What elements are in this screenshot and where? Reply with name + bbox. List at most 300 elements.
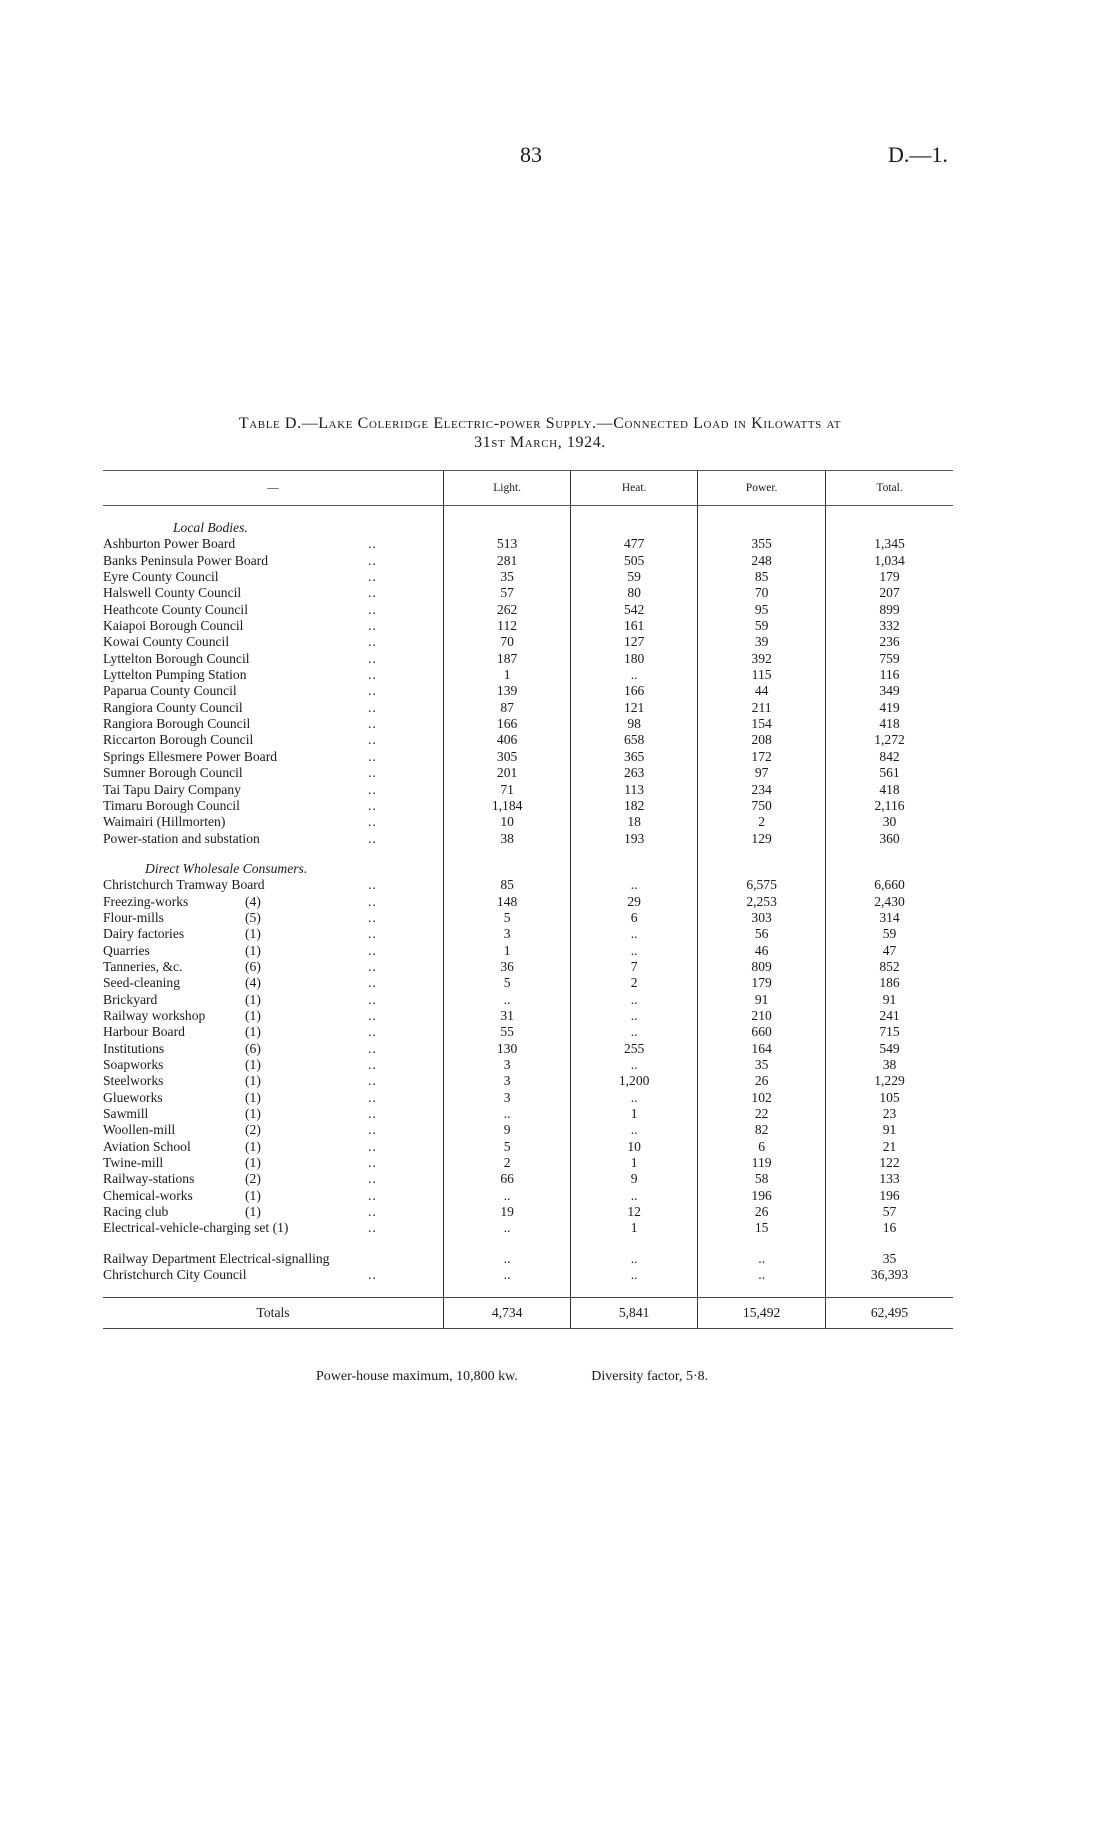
cell-power: 208 [698, 732, 826, 748]
leader-dots: .. [368, 716, 377, 732]
cell-light: 3 [444, 1057, 571, 1073]
cell-light: 10 [444, 814, 571, 830]
table-row [103, 1122, 953, 1138]
cell-power: 2 [698, 814, 826, 830]
row-count: (1) [245, 1187, 261, 1203]
table-row [103, 1139, 953, 1155]
table-row [103, 831, 953, 847]
leader-dots: .. [368, 1073, 377, 1089]
row-name: Eyre County Council [103, 569, 219, 585]
row-label [103, 910, 444, 926]
table-row [103, 814, 953, 830]
leader-dots: .. [368, 975, 377, 991]
table-row [103, 1171, 953, 1187]
row-label [103, 1057, 444, 1073]
cell-power: 97 [698, 765, 826, 781]
cell-power: 102 [698, 1090, 826, 1106]
row-label [103, 749, 444, 765]
cell-light: 36 [444, 959, 571, 975]
row-name: Springs Ellesmere Power Board [103, 748, 278, 764]
cell-total: 2,430 [826, 894, 953, 910]
cell-heat: 1 [571, 1155, 698, 1171]
table-row [103, 618, 953, 634]
cell-light: 35 [444, 569, 571, 585]
table-row [103, 667, 953, 683]
row-name: Christchurch Tramway Board [103, 877, 265, 893]
cell-light: 2 [444, 1155, 571, 1171]
cell-power: 22 [698, 1106, 826, 1122]
cell-total: 59 [826, 926, 953, 942]
leader-dots: .. [368, 634, 377, 650]
row-name: Banks Peninsula Power Board [103, 552, 268, 568]
row-label [103, 1008, 444, 1024]
row-name: Rangiora County Council [103, 699, 243, 715]
table-row [103, 553, 953, 569]
row-name: Electrical-vehicle-charging set (1) [103, 1220, 289, 1236]
table-title-line1: Table D.—Lake Coleridge Electric-power Supply.—Connected Load in Kilowatts at [238, 415, 842, 432]
cell-power: 115 [698, 667, 826, 683]
cell-total: 196 [826, 1188, 953, 1204]
row-label [103, 1251, 444, 1267]
cell-heat: 263 [571, 765, 698, 781]
cell-total: 1,034 [826, 553, 953, 569]
cell-heat: 121 [571, 700, 698, 716]
leader-dots: .. [368, 618, 377, 634]
row-label [103, 975, 444, 991]
section-heading-local [103, 520, 953, 536]
row-label [103, 1073, 444, 1089]
cell-total: 759 [826, 651, 953, 667]
row-name: Sumner Borough Council [103, 765, 243, 781]
row-label [103, 700, 444, 716]
leader-dots: .. [368, 650, 377, 666]
table-row [103, 765, 953, 781]
cell-light: 31 [444, 1008, 571, 1024]
cell-total: 241 [826, 1008, 953, 1024]
row-name: Rangiora Borough Council [103, 716, 251, 732]
row-label [103, 1171, 444, 1187]
row-count: (1) [245, 1057, 261, 1072]
cell-total: 852 [826, 959, 953, 975]
row-count: (2) [245, 1171, 261, 1187]
row-label [103, 992, 444, 1008]
cell-total: 314 [826, 910, 953, 926]
cell-heat: .. [571, 943, 698, 959]
row-label [103, 782, 444, 798]
row-name: Brickyard [103, 991, 158, 1007]
table-row [103, 943, 953, 959]
row-label [103, 1024, 444, 1040]
row-label [103, 814, 444, 830]
cell-heat: .. [571, 1024, 698, 1040]
cell-total: 207 [826, 585, 953, 601]
row-count: (1) [245, 1024, 261, 1040]
cell-total: 91 [826, 1122, 953, 1138]
cell-light: 9 [444, 1122, 571, 1138]
cell-total: 36,393 [826, 1267, 953, 1283]
cell-total: 715 [826, 1024, 953, 1040]
cell-total: 842 [826, 749, 953, 765]
row-label [103, 536, 444, 552]
cell-total: 561 [826, 765, 953, 781]
leader-dots: .. [368, 585, 377, 601]
totals-heat: 5,841 [571, 1298, 698, 1329]
row-name: Railway-stations [103, 1171, 195, 1187]
cell-light: 85 [444, 877, 571, 893]
cell-total: 349 [826, 683, 953, 699]
cell-heat: 7 [571, 959, 698, 975]
cell-heat: 542 [571, 602, 698, 618]
cell-heat: 255 [571, 1041, 698, 1057]
table-row [103, 651, 953, 667]
cell-heat: 10 [571, 1139, 698, 1155]
row-label [103, 585, 444, 601]
table-footer [316, 1369, 708, 1385]
row-name: Heathcote County Council [103, 601, 248, 617]
row-label [103, 1155, 444, 1171]
row-count: (1) [245, 1007, 261, 1023]
leader-dots: .. [368, 1204, 377, 1220]
cell-power: 2,253 [698, 894, 826, 910]
cell-light: 66 [444, 1171, 571, 1187]
row-label [103, 1204, 444, 1220]
section-heading-direct [103, 861, 953, 877]
row-name: Timaru Borough Council [103, 797, 240, 813]
cell-heat: .. [571, 1267, 698, 1283]
totals-total: 62,495 [826, 1298, 953, 1329]
row-name: Railway Department Electrical-signalling [103, 1250, 330, 1266]
row-name: Dairy factories [103, 926, 185, 942]
cell-heat: 1 [571, 1220, 698, 1236]
table-row [103, 910, 953, 926]
cell-light: .. [444, 1267, 571, 1283]
cell-light: 3 [444, 1090, 571, 1106]
cell-heat: 9 [571, 1171, 698, 1187]
cell-heat: .. [571, 1122, 698, 1138]
page-number: 83 [520, 142, 542, 167]
leader-dots: .. [368, 1040, 377, 1056]
leader-dots: .. [368, 909, 377, 925]
leader-dots: .. [368, 1267, 377, 1283]
row-name: Riccarton Borough Council [103, 732, 254, 748]
row-name: Steelworks [103, 1073, 164, 1089]
cell-heat: 113 [571, 782, 698, 798]
cell-power: 129 [698, 831, 826, 847]
cell-light: 130 [444, 1041, 571, 1057]
row-count: (1) [245, 1204, 261, 1220]
row-name: Aviation School [103, 1138, 191, 1154]
leader-dots: .. [368, 814, 377, 830]
cell-heat: .. [571, 1188, 698, 1204]
section-title: Direct Wholesale Consumers. [145, 860, 308, 876]
cell-total: 1,229 [826, 1073, 953, 1089]
row-name: Quarries [103, 942, 150, 958]
cell-light: 71 [444, 782, 571, 798]
cell-total: 6,660 [826, 877, 953, 893]
table-header-row [103, 471, 953, 506]
table-row [103, 959, 953, 975]
row-label [103, 618, 444, 634]
row-name: Lyttelton Pumping Station [103, 667, 247, 683]
cell-total: 418 [826, 716, 953, 732]
row-label [103, 683, 444, 699]
cell-total: 2,116 [826, 798, 953, 814]
cell-total: 38 [826, 1057, 953, 1073]
cell-heat: 182 [571, 798, 698, 814]
cell-heat: 1,200 [571, 1073, 698, 1089]
row-name: Racing club [103, 1204, 169, 1220]
row-count: (1) [245, 1138, 261, 1154]
cell-power: 660 [698, 1024, 826, 1040]
cell-light: 3 [444, 926, 571, 942]
totals-power: 15,492 [698, 1298, 826, 1329]
cell-heat: 6 [571, 910, 698, 926]
cell-heat: 180 [571, 651, 698, 667]
cell-power: 44 [698, 683, 826, 699]
row-name: Institutions [103, 1040, 165, 1056]
cell-total: 122 [826, 1155, 953, 1171]
row-count: (1) [245, 1073, 261, 1089]
row-name: Freezing-works [103, 893, 189, 909]
table-row [103, 992, 953, 1008]
table-row [103, 569, 953, 585]
cell-light: 406 [444, 732, 571, 748]
table-row [103, 1251, 953, 1267]
cell-power: 95 [698, 602, 826, 618]
row-name: Seed-cleaning [103, 975, 180, 991]
cell-total: 21 [826, 1139, 953, 1155]
row-label [103, 569, 444, 585]
cell-light: 1 [444, 943, 571, 959]
cell-total: 360 [826, 831, 953, 847]
cell-heat: 658 [571, 732, 698, 748]
cell-light: .. [444, 1251, 571, 1267]
leader-dots: .. [368, 958, 377, 974]
cell-power: 26 [698, 1204, 826, 1220]
table-row [103, 749, 953, 765]
row-label [103, 926, 444, 942]
leader-dots: .. [368, 1138, 377, 1154]
cell-total: 236 [826, 634, 953, 650]
cell-light: 5 [444, 975, 571, 991]
cell-total: 16 [826, 1220, 953, 1236]
cell-heat: 29 [571, 894, 698, 910]
row-label [103, 877, 444, 893]
leader-dots: .. [368, 1187, 377, 1203]
row-label [103, 1106, 444, 1122]
table-row [103, 894, 953, 910]
cell-power: 211 [698, 700, 826, 716]
leader-dots: .. [368, 1155, 377, 1171]
cell-total: 332 [826, 618, 953, 634]
table-row [103, 798, 953, 814]
cell-total: 35 [826, 1251, 953, 1267]
cell-total: 133 [826, 1171, 953, 1187]
cell-power: 164 [698, 1041, 826, 1057]
cell-power: 234 [698, 782, 826, 798]
cell-light: 262 [444, 602, 571, 618]
cell-power: 85 [698, 569, 826, 585]
leader-dots: .. [368, 683, 377, 699]
row-label [103, 716, 444, 732]
cell-total: 899 [826, 602, 953, 618]
row-label [103, 1139, 444, 1155]
row-name: Woollen-mill [103, 1122, 176, 1138]
cell-light: 187 [444, 651, 571, 667]
row-label [103, 553, 444, 569]
row-label [103, 1041, 444, 1057]
cell-power: .. [698, 1267, 826, 1283]
row-count: (4) [245, 893, 261, 909]
column-header-power: Power. [698, 471, 826, 506]
cell-total: 1,345 [826, 536, 953, 552]
row-name: Tai Tapu Dairy Company [103, 781, 241, 797]
row-label [103, 1220, 444, 1236]
row-name: Glueworks [103, 1089, 163, 1105]
leader-dots: .. [368, 1089, 377, 1105]
cell-light: 5 [444, 910, 571, 926]
cell-light: 19 [444, 1204, 571, 1220]
leader-dots: .. [368, 830, 377, 846]
cell-total: 418 [826, 782, 953, 798]
leader-dots: .. [368, 699, 377, 715]
cell-heat: 477 [571, 536, 698, 552]
cell-power: 154 [698, 716, 826, 732]
cell-heat: .. [571, 1090, 698, 1106]
totals-label: Totals [103, 1298, 444, 1329]
cell-total: 116 [826, 667, 953, 683]
cell-power: 15 [698, 1220, 826, 1236]
leader-dots: .. [368, 1220, 377, 1236]
leader-dots: .. [368, 601, 377, 617]
row-label [103, 634, 444, 650]
table-row [103, 700, 953, 716]
row-name: Kaiapoi Borough Council [103, 618, 244, 634]
cell-light: 38 [444, 831, 571, 847]
table-row [103, 1041, 953, 1057]
cell-light: 513 [444, 536, 571, 552]
row-name: Halswell County Council [103, 585, 242, 601]
table-row [103, 1090, 953, 1106]
cell-total: 186 [826, 975, 953, 991]
row-label [103, 765, 444, 781]
cell-power: 70 [698, 585, 826, 601]
cell-power: 91 [698, 992, 826, 1008]
cell-light: .. [444, 1106, 571, 1122]
cell-light: .. [444, 992, 571, 1008]
table-row [103, 683, 953, 699]
row-label [103, 831, 444, 847]
leader-dots: .. [368, 667, 377, 683]
leader-dots: .. [368, 1007, 377, 1023]
cell-light: 55 [444, 1024, 571, 1040]
row-label [103, 651, 444, 667]
cell-power: 809 [698, 959, 826, 975]
row-count: (1) [245, 942, 261, 958]
section-title: Local Bodies. [173, 520, 248, 535]
leader-dots: .. [368, 765, 377, 781]
cell-power: 26 [698, 1073, 826, 1089]
row-name: Flour-mills [103, 909, 164, 925]
cell-power: 46 [698, 943, 826, 959]
cell-heat: 98 [571, 716, 698, 732]
cell-light: 201 [444, 765, 571, 781]
table-row [103, 732, 953, 748]
cell-power: 172 [698, 749, 826, 765]
cell-heat: .. [571, 667, 698, 683]
row-name: Lyttelton Borough Council [103, 650, 250, 666]
document-reference: D.—1. [888, 142, 948, 167]
row-count: (1) [245, 926, 261, 942]
cell-light: 112 [444, 618, 571, 634]
row-count: (1) [245, 1089, 261, 1105]
row-name: Paparua County Council [103, 683, 237, 699]
leader-dots: .. [368, 991, 377, 1007]
cell-light: 139 [444, 683, 571, 699]
cell-power: 392 [698, 651, 826, 667]
table-row [103, 782, 953, 798]
cell-total: 91 [826, 992, 953, 1008]
leader-dots: .. [368, 877, 377, 893]
cell-heat: .. [571, 1008, 698, 1024]
cell-heat: 505 [571, 553, 698, 569]
cell-light: .. [444, 1220, 571, 1236]
cell-heat: 365 [571, 749, 698, 765]
cell-light: 281 [444, 553, 571, 569]
table-row [103, 1106, 953, 1122]
row-count: (6) [245, 958, 261, 974]
table-row [103, 634, 953, 650]
row-count: (1) [245, 991, 261, 1007]
row-name: Waimairi (Hillmorten) [103, 814, 226, 830]
table-row [103, 1188, 953, 1204]
cell-heat: 166 [571, 683, 698, 699]
row-count: (1) [245, 1106, 261, 1122]
leader-dots: .. [368, 797, 377, 813]
cell-power: 35 [698, 1057, 826, 1073]
connected-load-table [103, 470, 953, 1329]
table-row [103, 1155, 953, 1171]
row-label [103, 602, 444, 618]
cell-heat: 18 [571, 814, 698, 830]
row-label [103, 1267, 444, 1283]
cell-power: 248 [698, 553, 826, 569]
cell-total: 47 [826, 943, 953, 959]
power-house-maximum: Power-house maximum, 10,800 kw. [316, 1369, 518, 1384]
table-title [100, 414, 980, 452]
leader-dots: .. [368, 1024, 377, 1040]
cell-power: 58 [698, 1171, 826, 1187]
row-label [103, 798, 444, 814]
table-row [103, 536, 953, 552]
cell-heat: 1 [571, 1106, 698, 1122]
row-name: Tanneries, &c. [103, 958, 183, 974]
leader-dots: .. [368, 893, 377, 909]
cell-heat: 127 [571, 634, 698, 650]
column-header-light: Light. [444, 471, 571, 506]
totals-light: 4,734 [444, 1298, 571, 1329]
leader-dots: .. [368, 781, 377, 797]
table-body [103, 506, 953, 1329]
leader-dots: .. [368, 748, 377, 764]
cell-light: 3 [444, 1073, 571, 1089]
cell-light: 166 [444, 716, 571, 732]
table-row [103, 716, 953, 732]
cell-total: 23 [826, 1106, 953, 1122]
row-label [103, 732, 444, 748]
row-label [103, 894, 444, 910]
table-row [103, 975, 953, 991]
